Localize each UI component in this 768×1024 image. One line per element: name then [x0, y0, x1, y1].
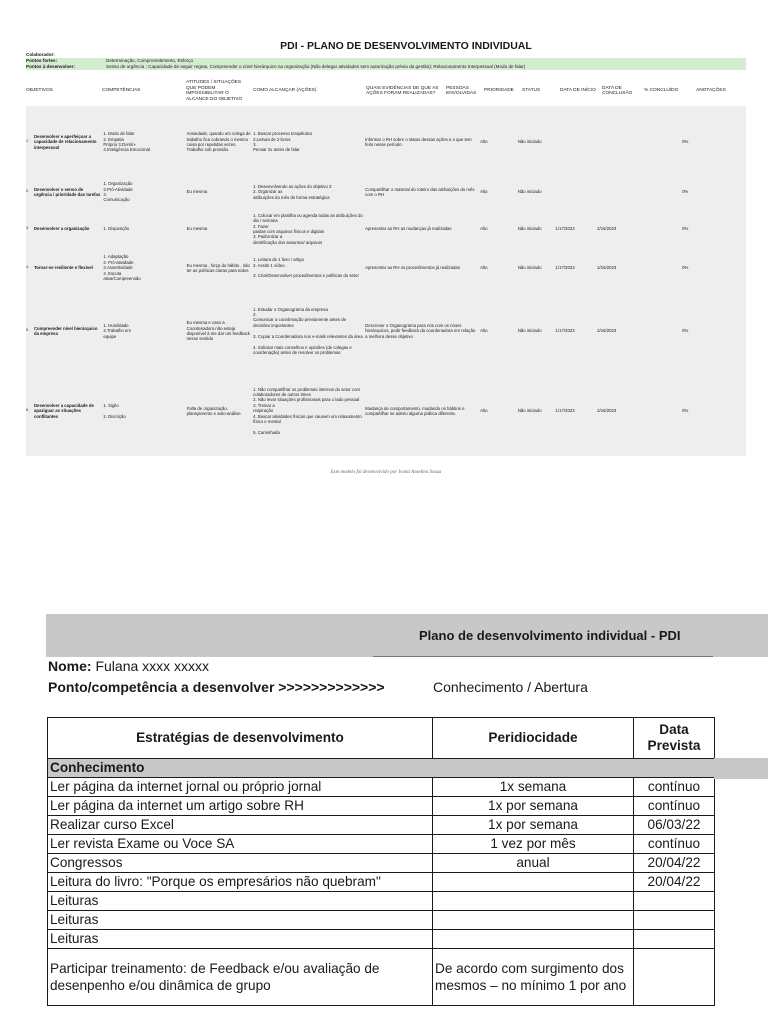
evidence-text: Descrever o Organograma para nós com os níveis hierárquicos, pedir feedback da coordenadora em relação a melhora desse objetivo: [365, 322, 476, 339]
start-date: 1/17/2023: [555, 408, 575, 414]
status-text: Não iniciado: [517, 408, 542, 414]
date-cell: [634, 949, 715, 1006]
period-cell: 1x por semana: [433, 797, 634, 816]
actions-text: 1. Leitura de 1 livro / artigo 2. Assitir 1 vídeo 3. Criar/Desenvolver procedimentos e políticas do setor: [253, 257, 359, 279]
header-data-prevista: Data Prevista: [634, 718, 715, 759]
period-cell: [433, 911, 634, 930]
priority-text: Alto: [480, 408, 488, 414]
objective-text: Tornar-se resiliente e flexível: [33, 265, 93, 271]
attitudes-text: Eu mesma e caso a Coordenadora não esteja disponível à me dar um feedback nesse sentido: [186, 320, 250, 342]
name-line: [48, 658, 209, 674]
strategy-row: [48, 835, 715, 854]
period-cell: 1x semana: [433, 778, 634, 797]
pdi-title: PDI - PLANO DE DESENVOLVIMENTO INDIVIDUAL: [280, 40, 532, 52]
evidence-text: Informar o RH sobre o status dessas ações e o que tem feito nesse período: [365, 136, 472, 147]
objective-row: [26, 172, 746, 212]
competency-value: Conhecimento / Abertura: [433, 679, 588, 695]
strategy-row: [48, 816, 715, 835]
competencies-text: 1. Disposição: [103, 226, 130, 232]
header-competencias: COMPETÊNCIAS: [102, 88, 141, 94]
objective-row: [26, 290, 746, 372]
section-row-extension: [714, 758, 768, 779]
priority-text: Alto: [480, 226, 488, 232]
header-prioridade: PRIORIDADE: [484, 88, 514, 94]
header-data-conclusao: DATA DE CONCLUSÃO: [602, 85, 633, 96]
objective-row: [26, 212, 746, 246]
meta-row: [26, 64, 746, 70]
objective-row: [26, 112, 746, 172]
header-data-inicio: DATA DE INÍCIO: [560, 88, 596, 94]
strategy-cell: Leituras: [48, 911, 433, 930]
header-status: STATUS: [522, 88, 541, 94]
meta-value: Determinação, Comprometimento, Esforço: [106, 58, 194, 63]
header-estrategias: Estratégias de desenvolvimento: [48, 718, 433, 759]
actions-text: 1. Desenvolvendo as ações do objetivo 3 2. Organizar as atribuições do mês de forma estratégica: [253, 183, 332, 200]
attitudes-text: Eu mesma: [186, 189, 208, 195]
strategy-cell: Leituras: [48, 892, 433, 911]
objective-text: Compreender nível hierárquico da empresa: [33, 325, 98, 336]
row-number: 6.: [26, 408, 29, 413]
objective-row: [26, 372, 746, 450]
period-cell: [433, 873, 634, 892]
date-cell: 20/04/22: [634, 854, 715, 873]
pdi-fulana-document: [0, 614, 768, 993]
period-cell: anual: [433, 854, 634, 873]
status-text: Não iniciado: [517, 226, 542, 232]
meta-key: Pontos à desenvolver:: [26, 64, 76, 69]
column-headers: [26, 78, 746, 104]
actions-text: 1. Colocar em planilha ou agenda todas as atribuições do dia / semana 2. Fazer pastas com arquivos físicos e digitais 3. Padronizar a identificação dos assuntos/ arquivos: [253, 212, 363, 245]
row-number: 3.: [26, 226, 29, 231]
strategy-cell: Ler página da internet jornal ou próprio jornal: [48, 778, 433, 797]
competencies-text: 1. Humildade 2.Trabalho em equipe: [103, 322, 131, 339]
strategy-row: [48, 797, 715, 816]
date-cell: 20/04/22: [634, 873, 715, 892]
strategy-cell: Leituras: [48, 930, 433, 949]
start-date: 1/17/2023: [555, 328, 575, 334]
status-text: Não iniciado: [517, 189, 542, 195]
attitudes-text: Falta de organização, planejamento e auto-análise: [186, 405, 241, 416]
date-cell: [634, 911, 715, 930]
end-date: 2/16/2023: [597, 265, 617, 271]
row-number: 1.: [26, 139, 29, 144]
start-date: 1/17/2023: [555, 226, 575, 232]
meta-key: Pontos fortes:: [26, 58, 58, 63]
period-cell: 1 vez por mês: [433, 835, 634, 854]
name-label: Nome:: [48, 658, 92, 674]
evidence-text: Compartilhar o material do roteiro das atribuições do mês com o RH: [365, 186, 475, 197]
period-cell: [433, 892, 634, 911]
end-date: 2/16/2023: [597, 226, 617, 232]
percent-complete: 0%: [682, 226, 689, 232]
header-pessoas: PESSOAS ENVOLVIDAS: [446, 85, 477, 96]
objectives-table-body: [26, 106, 746, 456]
header-atitudes: ATITUDES / SITUAÇÕES QUE PODEM IMPOSSIBILITAR O ALCANCE DO OBJETIVO: [186, 80, 243, 102]
strategy-cell: Ler revista Exame ou Voce SA: [48, 835, 433, 854]
document-banner: [46, 614, 768, 657]
actions-text: 1. Buscar processo terapêutico 2.Leitura de 2 livros 3. Pensar 2x antes de falar: [253, 131, 313, 153]
section-row: [48, 759, 715, 778]
percent-complete: 0%: [682, 265, 689, 271]
end-date: 2/16/2023: [597, 408, 617, 414]
evidence-text: Apresentar ao RH as mudanças já realizadas: [365, 226, 452, 232]
date-cell: contínuo: [634, 835, 715, 854]
row-number: 2.: [26, 189, 29, 194]
section-conhecimento: Conhecimento: [48, 759, 715, 778]
banner-underline: [373, 656, 713, 657]
end-date: 2/16/2023: [597, 328, 617, 334]
strategy-row: [48, 873, 715, 892]
strategy-cell: Ler página da internet um artigo sobre RH: [48, 797, 433, 816]
objective-text: Desenvolver a organização: [33, 226, 90, 232]
objective-row: [26, 246, 746, 290]
competencies-text: 1. Modo de falar 2. Empatia Próprio 3.Domín- 4.Inteligência Emocional: [103, 131, 150, 153]
header-objetivos: OBJETIVOS: [26, 88, 53, 94]
date-cell: [634, 892, 715, 911]
date-cell: 06/03/22: [634, 816, 715, 835]
objective-text: Desenvolver e aperfeiçoar a capacidade de relacionamento interpessoal: [33, 133, 97, 150]
start-date: 1/17/2023: [555, 265, 575, 271]
strategy-cell: Leitura do livro: "Porque os empresários não quebram": [48, 873, 433, 892]
collaborator-info: [26, 52, 746, 70]
status-text: Não iniciado: [517, 265, 542, 271]
percent-complete: 0%: [682, 328, 689, 334]
attitudes-text: Eu mesma , força do hábito , não ter as políticas claras para todos: [186, 262, 250, 273]
date-cell: contínuo: [634, 797, 715, 816]
competency-label: Ponto/competência a desenvolver >>>>>>>>>>>>>: [48, 679, 385, 695]
header-evidencias: QUAIS EVIDÊNCIAS DE QUE AS AÇÕES FORAM REALIZADAS?: [366, 85, 439, 96]
percent-complete: 0%: [682, 139, 689, 145]
priority-text: Alto: [480, 189, 488, 195]
name-value: Fulana xxxx xxxxx: [95, 658, 210, 674]
meta-value: Senso de urgência ; Capacidade de seguir regras, Compreender o nível hierárquico na organização (Não delegar atividades sem autorização prévia da gestão); Relacionamento Interpessoal (Modo de falar): [106, 64, 526, 69]
competencies-text: 1. Organização 2.Pró-Atividade 3. Comunicação: [103, 181, 133, 203]
strategy-row: [48, 854, 715, 873]
attitudes-text: Ansiedade, quando um colega de trabalho fica cobrando o mesmo coisa por repetidas vezes. Trabalho sob pressão.: [186, 131, 251, 153]
strategy-row: [48, 778, 715, 797]
percent-complete: 0%: [682, 408, 689, 414]
header-anotacoes: ANOTAÇÕES: [696, 88, 726, 94]
row-number: 5.: [26, 328, 29, 333]
competencies-text: 1. Sigilo 2. Discrição: [103, 402, 126, 419]
header-concluido: % CONCLUÍDO: [644, 88, 679, 94]
strategy-row: [48, 911, 715, 930]
percent-complete: 0%: [682, 189, 689, 195]
status-text: Não iniciado: [517, 139, 542, 145]
strategy-row: [48, 892, 715, 911]
objective-text: Desenvolver a capacidade de apaziguar as situações conflitantes: [33, 402, 94, 419]
objective-text: Desenvolver o senso de urgência / prioridade das tarefas: [33, 186, 101, 197]
header-como-alcancar: COMO ALCANÇAR (AÇÕES): [253, 88, 317, 94]
priority-text: Alto: [480, 139, 488, 145]
header-periodicidade: Peridiocidade: [433, 718, 634, 759]
strategy-cell: Realizar curso Excel: [48, 816, 433, 835]
priority-text: Alto: [480, 265, 488, 271]
pdi-spreadsheet: [26, 40, 746, 475]
strategy-cell: Congressos: [48, 854, 433, 873]
period-cell: [433, 930, 634, 949]
meta-key: Colaborador:: [26, 52, 55, 57]
date-cell: contínuo: [634, 778, 715, 797]
banner-title: Plano de desenvolvimento individual - PDI: [419, 628, 681, 643]
row-number: 4.: [26, 265, 29, 270]
template-credit: Este modelo foi desenvolvido por Ivaná Anselmo Souza: [330, 470, 442, 475]
evidence-text: Apresentar ao RH os procedimentos já realizadas: [365, 265, 460, 271]
strategy-row: [48, 930, 715, 949]
strategy-row: [48, 949, 715, 1006]
strategy-cell: Participar treinamento: de Feedback e/ou avaliação de desenpenho e/ou dinâmica de grupo: [48, 949, 433, 1006]
attitudes-text: Eu mesma: [186, 226, 208, 232]
date-cell: [634, 930, 715, 949]
evidence-text: Mudança de comportamento, mudando os hábitos e compartilhar se aderiu alguma prática diferente.: [365, 405, 465, 416]
priority-text: Alto: [480, 328, 488, 334]
actions-text: 1. Estudar o Organograma da empresa 2. Comunicar a coordenação previamente antes de decisões importantes 3. Copiar a Coordenadora nos e-mails relevantes da área 4. Solicitar mais conselhos e opiniões (de colegas e coordenação) antes de resolver os problemas: [253, 306, 363, 355]
competencies-text: 1. Adaptação 2. Pró-atividade 3.Assertividade 4. Escuta ativa/Compreensão: [103, 254, 141, 282]
actions-text: 1. Não compartilhar os problemas internos do setor com colaboradores de outros times 2. Não levar situações profissionais para o lado pessoal 3. Treinar a respiração 4. Buscar atividades físicas que causem um relaxamento físico e mental 5. Caminhada: [253, 386, 362, 435]
strategies-table: [47, 717, 715, 1006]
period-cell: 1x por semana: [433, 816, 634, 835]
period-cell: De acordo com surgimento dos mesmos – no mínimo 1 por ano: [433, 949, 634, 1006]
status-text: Não iniciado: [517, 328, 542, 334]
